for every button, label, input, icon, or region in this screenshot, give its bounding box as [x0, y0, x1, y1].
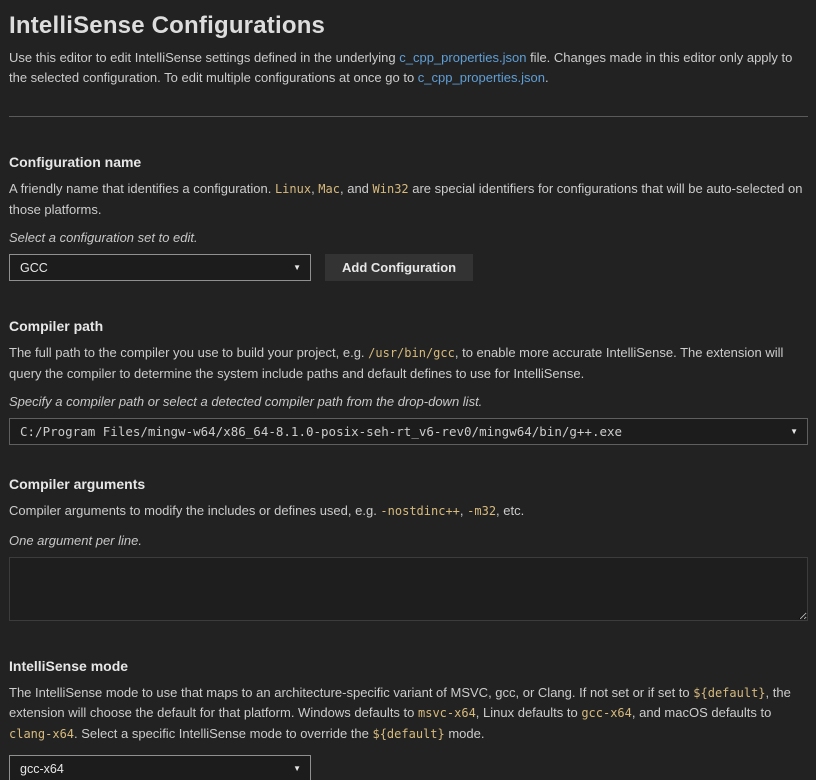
dropdown-arrow-icon: ▼: [790, 426, 798, 436]
inline-link[interactable]: c_cpp_properties.json: [417, 69, 545, 85]
compiler-path-heading: Compiler path: [9, 318, 104, 334]
configuration-name-description: A friendly name that identifies a configuration. Linux, Mac, and Win32 are special identifiers for configurations that will be auto-selected on those platforms.: [9, 181, 803, 217]
compiler-arguments-heading: Compiler arguments: [9, 476, 146, 492]
section-compiler-path: [9, 318, 808, 445]
intellisense-mode-description: The IntelliSense mode to use that maps to an architecture-specific variant of MSVC, gcc, or Clang. If not set or if set to ${default}, the extension will choose the default for that platform. Windows defaults to msvc-x64, Linux defaults to gcc-x64, and macOS defaults to clang-x64. Select a specific IntelliSense mode to override the ${default} mode.: [9, 684, 791, 741]
intellisense-mode-heading: IntelliSense mode: [9, 657, 129, 674]
compiler-path-select[interactable]: [9, 418, 808, 445]
inline-code: Linux: [274, 182, 312, 196]
inline-code: Win32: [372, 182, 409, 196]
inline-code: -m32: [467, 504, 497, 518]
add-configuration-button[interactable]: Add Configuration: [325, 254, 473, 281]
divider: [9, 116, 808, 117]
inline-code: clang-x64: [9, 726, 75, 741]
compiler-arguments-description: Compiler arguments to modify the includes or defines used, e.g. -nostdinc++, -m32, etc.: [9, 503, 525, 518]
inline-code: ${default}: [372, 726, 445, 741]
compiler-arguments-hint: One argument per line.: [9, 532, 142, 548]
configuration-name-heading: Configuration name: [9, 154, 142, 170]
dropdown-arrow-icon: ▼: [293, 262, 301, 272]
page-title: IntelliSense Configurations: [9, 12, 326, 39]
compiler-path-select-value: C:/Program Files/mingw-w64/x86_64-8.1.0-posix-seh-rt_v6-rev0/mingw64/bin/g++.exe: [20, 424, 623, 439]
inline-link[interactable]: c_cpp_properties.json: [399, 50, 527, 65]
dropdown-arrow-icon: ▼: [293, 763, 301, 773]
inline-code: /usr/bin/gcc: [368, 346, 455, 360]
compiler-arguments-textarea[interactable]: [9, 557, 808, 621]
configuration-select[interactable]: [9, 254, 311, 281]
section-compiler-arguments: [9, 476, 808, 621]
section-intellisense-mode: [9, 658, 808, 780]
configuration-select-value: GCC: [20, 260, 48, 275]
compiler-path-description: The full path to the compiler you use to build your project, e.g. /usr/bin/gcc, to enable more accurate IntelliSense. The extension will query the compiler to determine the system include paths and default defines to use for IntelliSense.: [9, 345, 784, 381]
inline-code: gcc-x64: [581, 706, 632, 720]
section-configuration-name: [9, 154, 808, 281]
inline-code: Mac: [318, 182, 340, 196]
intellisense-mode-select[interactable]: [9, 755, 311, 780]
compiler-path-hint: Specify a compiler path or select a detected compiler path from the drop-down list.: [9, 394, 483, 409]
configuration-select-hint: Select a configuration set to edit.: [9, 230, 198, 245]
intellisense-mode-select-value: gcc-x64: [20, 761, 64, 776]
page-description: Use this editor to edit IntelliSense settings defined in the underlying c_cpp_properties.json file. Changes made in this editor only apply to the selected configuration. To edit multiple configurations at once go to c_cpp_properties.json.: [9, 50, 793, 85]
inline-code: msvc-x64: [418, 706, 476, 720]
inline-code: -nostdinc++: [380, 504, 460, 518]
inline-code: ${default}: [693, 685, 766, 700]
